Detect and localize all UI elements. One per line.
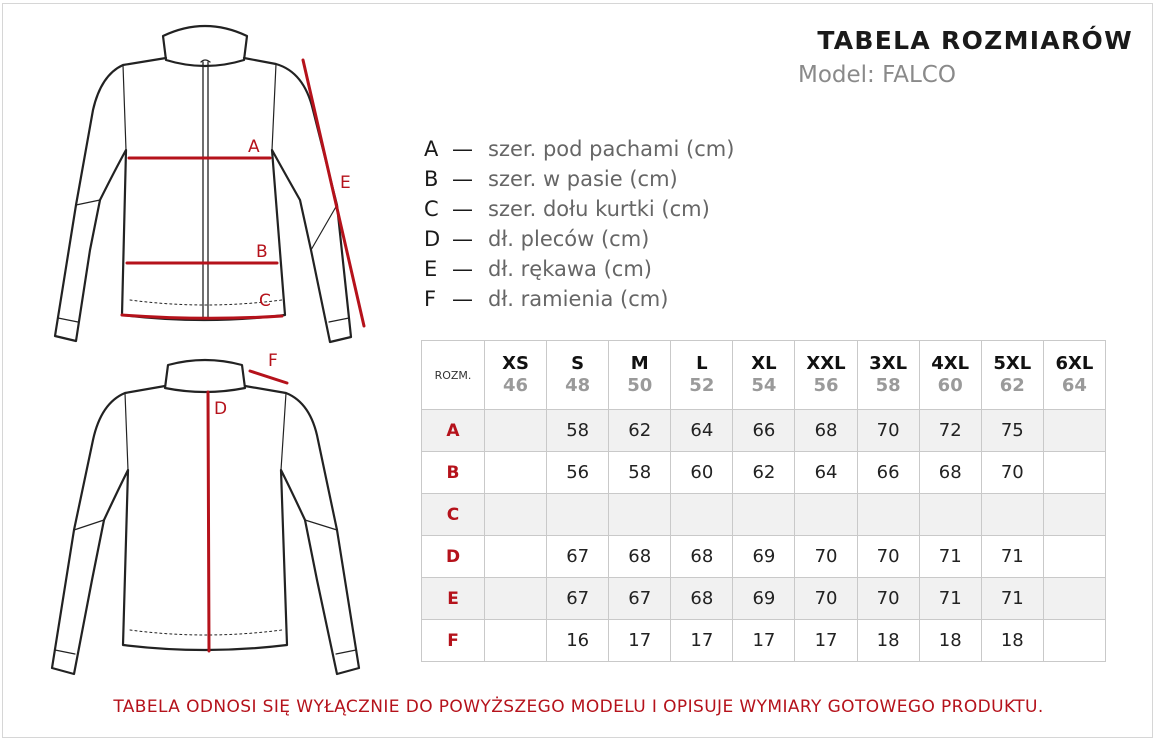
label-d: D [214,399,228,419]
legend-dash: — [452,167,473,191]
size-col-header [857,341,919,410]
table-cell: 18 [919,620,981,662]
table-cell: 70 [857,536,919,578]
measure-line-d [208,392,209,651]
table-cell [547,494,609,536]
size-label: 5XL [993,353,1032,374]
table-cell: 64 [671,410,733,452]
legend-desc: dł. ramienia (cm) [488,287,669,311]
size-col-header [981,341,1043,410]
table-row [422,452,1106,494]
table-cell: 70 [795,536,857,578]
size-label: M [630,353,649,374]
table-cell: 66 [733,410,795,452]
page-title: TABELA ROZMIARÓW [817,26,1133,55]
table-cell [609,494,671,536]
legend-key: B [424,167,439,191]
table-cell: 66 [857,452,919,494]
table-cell: 56 [547,452,609,494]
table-cell: 71 [919,578,981,620]
table-cell [485,410,547,452]
jacket-illustration [0,0,420,690]
label-c: C [259,291,271,311]
table-cell [1043,620,1105,662]
eu-size-label: 58 [875,375,901,396]
back-body [52,386,359,674]
row-key: D [422,536,485,578]
legend-desc: szer. w pasie (cm) [488,167,678,191]
legend-item [424,224,734,254]
legend-desc: szer. dołu kurtki (cm) [488,197,710,221]
eu-size-label: 56 [813,375,839,396]
table-cell: 70 [857,578,919,620]
measure-line-f [250,371,287,383]
table-cell [1043,452,1105,494]
table-row [422,410,1106,452]
table-cell: 68 [671,578,733,620]
table-cell: 64 [795,452,857,494]
legend-item [424,194,734,224]
measure-line-e [303,60,364,326]
table-cell [795,494,857,536]
legend-desc: dł. pleców (cm) [488,227,650,251]
table-row [422,494,1106,536]
legend-item [424,134,734,164]
table-cell: 17 [609,620,671,662]
size-col-header [547,341,609,410]
eu-size-label: 54 [751,375,777,396]
size-col-header [795,341,857,410]
row-key: F [422,620,485,662]
table-cell: 67 [547,536,609,578]
size-label: 6XL [1055,353,1094,374]
size-label: 4XL [931,353,970,374]
table-cell: 71 [919,536,981,578]
row-key: A [422,410,485,452]
size-label: S [571,353,585,374]
table-row [422,620,1106,662]
eu-size-label: 48 [565,375,591,396]
label-f: F [268,351,278,371]
table-cell: 70 [795,578,857,620]
table-cell: 67 [547,578,609,620]
table-cell: 17 [795,620,857,662]
label-a: A [248,137,260,157]
row-key: B [422,452,485,494]
table-cell: 68 [919,452,981,494]
table-cell [919,494,981,536]
table-cell: 70 [857,410,919,452]
table-cell: 18 [857,620,919,662]
legend-key: C [424,197,439,221]
legend-item [424,254,734,284]
legend-dash: — [452,197,473,221]
eu-size-label: 50 [627,375,653,396]
eu-size-label: 60 [937,375,963,396]
table-cell: 71 [981,578,1043,620]
size-col-header [609,341,671,410]
table-cell: 60 [671,452,733,494]
size-col-header [1043,341,1105,410]
table-cell [733,494,795,536]
table-cell: 17 [733,620,795,662]
size-label: XXL [806,353,846,374]
legend-desc: szer. pod pachami (cm) [488,137,735,161]
table-cell [1043,578,1105,620]
size-label: XS [502,353,529,374]
legend-key: A [424,137,439,161]
table-cell: 68 [671,536,733,578]
table-cell: 69 [733,578,795,620]
legend-dash: — [452,287,473,311]
table-corner-label: ROZM. [422,341,485,410]
size-col-header [919,341,981,410]
measurement-legend [424,134,734,314]
table-cell: 18 [981,620,1043,662]
table-cell: 16 [547,620,609,662]
size-col-header [733,341,795,410]
model-name: Model: FALCO [798,62,956,88]
table-cell: 68 [609,536,671,578]
table-cell: 70 [981,452,1043,494]
legend-item [424,284,734,314]
size-table [421,340,1106,662]
table-cell [1043,494,1105,536]
row-key: C [422,494,485,536]
eu-size-label: 64 [1061,375,1087,396]
size-label: L [696,353,708,374]
eu-size-label: 46 [503,375,529,396]
label-b: B [256,242,268,262]
size-col-header [485,341,547,410]
table-cell: 58 [547,410,609,452]
table-cell: 69 [733,536,795,578]
legend-key: F [424,287,437,311]
table-cell [981,494,1043,536]
table-row [422,536,1106,578]
legend-item [424,164,734,194]
back-collar [165,360,245,392]
size-label: XL [751,353,777,374]
measure-line-c [122,315,282,318]
legend-key: D [424,227,441,251]
eu-size-label: 62 [999,375,1025,396]
legend-dash: — [452,257,473,281]
table-cell [485,494,547,536]
legend-desc: dł. rękawa (cm) [488,257,652,281]
label-e: E [340,173,351,193]
table-cell [485,536,547,578]
row-key: E [422,578,485,620]
table-cell: 17 [671,620,733,662]
table-cell: 62 [609,410,671,452]
table-cell: 67 [609,578,671,620]
table-cell [1043,536,1105,578]
footer-note: TABELA ODNOSI SIĘ WYŁĄCZNIE DO POWYŻSZEGO MODELU I OPISUJE WYMIARY GOTOWEGO PRODUKTU. [113,697,1044,717]
eu-size-label: 52 [689,375,715,396]
legend-dash: — [452,137,473,161]
table-cell [857,494,919,536]
table-cell: 58 [609,452,671,494]
table-cell: 71 [981,536,1043,578]
table-cell: 75 [981,410,1043,452]
table-cell: 72 [919,410,981,452]
table-cell: 62 [733,452,795,494]
size-header-row [422,341,1106,410]
table-cell [1043,410,1105,452]
size-label: 3XL [869,353,908,374]
table-cell: 68 [795,410,857,452]
size-col-header [671,341,733,410]
table-row [422,578,1106,620]
table-cell [485,620,547,662]
table-cell [671,494,733,536]
table-cell [485,578,547,620]
front-zipper [203,62,208,318]
table-cell [485,452,547,494]
legend-key: E [424,257,438,281]
legend-dash: — [452,227,473,251]
